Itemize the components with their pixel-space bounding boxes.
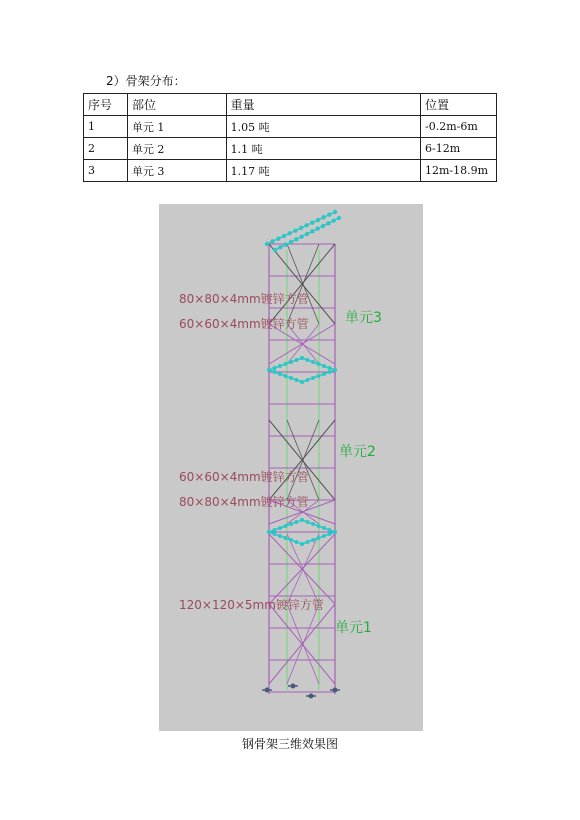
node [328, 532, 332, 536]
table-row [84, 116, 497, 138]
node [311, 522, 315, 526]
node [293, 228, 297, 232]
node [289, 538, 293, 542]
node [295, 378, 299, 382]
node [333, 368, 337, 372]
node [278, 526, 282, 530]
node [295, 520, 299, 524]
node [333, 210, 337, 214]
cell-position: 12m-18.9m [421, 160, 497, 182]
node [294, 237, 298, 241]
node [328, 528, 332, 532]
cell-part: 单元 1 [127, 116, 226, 138]
node [317, 524, 321, 528]
table-header-row [84, 94, 497, 116]
skeleton-distribution-table [83, 93, 497, 182]
node [328, 366, 332, 370]
node [273, 528, 277, 532]
node [311, 538, 315, 542]
node [278, 534, 282, 538]
section-heading: 2）骨架分布： [106, 74, 186, 88]
steel-frame-3d-render [159, 204, 423, 731]
table-row [84, 138, 497, 160]
node [270, 239, 274, 243]
node [317, 362, 321, 366]
node [289, 522, 293, 526]
unit-label-3: 单元3 [345, 310, 382, 326]
cell-index: 1 [84, 116, 128, 138]
unit-label-1: 单元1 [335, 620, 372, 636]
node [317, 374, 321, 378]
node [287, 231, 291, 235]
node [278, 364, 282, 368]
node [278, 245, 282, 249]
cell-part: 单元 2 [127, 138, 226, 160]
base-node [291, 684, 296, 689]
node [276, 236, 280, 240]
table-row [84, 160, 497, 182]
node [300, 380, 304, 384]
cell-weight: 1.1 吨 [226, 138, 420, 160]
cell-index: 3 [84, 160, 128, 182]
node [306, 358, 310, 362]
node [273, 248, 277, 252]
node [273, 370, 277, 374]
cell-index: 2 [84, 138, 128, 160]
node [300, 356, 304, 360]
figure-caption: 钢骨架三维效果图 [241, 737, 338, 751]
member-label-unit2-top: 60×60×4mm镀锌方管 [179, 470, 309, 484]
header-index: 序号 [84, 94, 128, 116]
node [283, 242, 287, 246]
cell-position: 6-12m [421, 138, 497, 160]
node [310, 220, 314, 224]
node [282, 234, 286, 238]
node [311, 376, 315, 380]
unit-label-2: 单元2 [339, 444, 376, 460]
node [295, 358, 299, 362]
node [305, 232, 309, 236]
node [299, 234, 303, 238]
node [306, 540, 310, 544]
node [315, 226, 319, 230]
node [328, 370, 332, 374]
node [321, 215, 325, 219]
node [337, 216, 341, 220]
node [300, 518, 304, 522]
node [295, 540, 299, 544]
node [284, 524, 288, 528]
node [267, 530, 271, 534]
header-part: 部位 [127, 94, 226, 116]
base-node [265, 688, 270, 693]
node [306, 520, 310, 524]
node [304, 223, 308, 227]
member-label-unit3-bottom: 60×60×4mm镀锌方管 [179, 317, 309, 331]
node [284, 374, 288, 378]
member-label-unit3-top: 80×80×4mm镀锌方管 [179, 292, 309, 306]
cell-weight: 1.17 吨 [226, 160, 420, 182]
node [273, 532, 277, 536]
node [326, 221, 330, 225]
node [289, 376, 293, 380]
header-weight: 重量 [226, 94, 420, 116]
node [267, 368, 271, 372]
node [289, 360, 293, 364]
cell-part: 单元 3 [127, 160, 226, 182]
node [284, 536, 288, 540]
node [300, 542, 304, 546]
frame-drawing [159, 204, 423, 731]
node [331, 218, 335, 222]
member-label-unit2-bottom: 80×80×4mm镀锌方管 [179, 495, 309, 509]
node [322, 372, 326, 376]
node [333, 530, 337, 534]
node [317, 536, 321, 540]
base-node [309, 694, 314, 699]
cell-weight: 1.05 吨 [226, 116, 420, 138]
node [278, 372, 282, 376]
node [322, 364, 326, 368]
node [316, 218, 320, 222]
frame-structure [262, 210, 341, 699]
node [310, 229, 314, 233]
node [321, 224, 325, 228]
cell-position: -0.2m-6m [421, 116, 497, 138]
node [273, 366, 277, 370]
node [284, 362, 288, 366]
node [306, 378, 310, 382]
node [299, 226, 303, 230]
node [289, 240, 293, 244]
member-label-unit1: 120×120×5mm镀锌方管 [179, 598, 324, 612]
header-position: 位置 [421, 94, 497, 116]
frame-labels [179, 291, 382, 636]
base-node [333, 688, 338, 693]
node [322, 526, 326, 530]
node [327, 212, 331, 216]
node [322, 534, 326, 538]
node [265, 242, 269, 246]
node [311, 360, 315, 364]
